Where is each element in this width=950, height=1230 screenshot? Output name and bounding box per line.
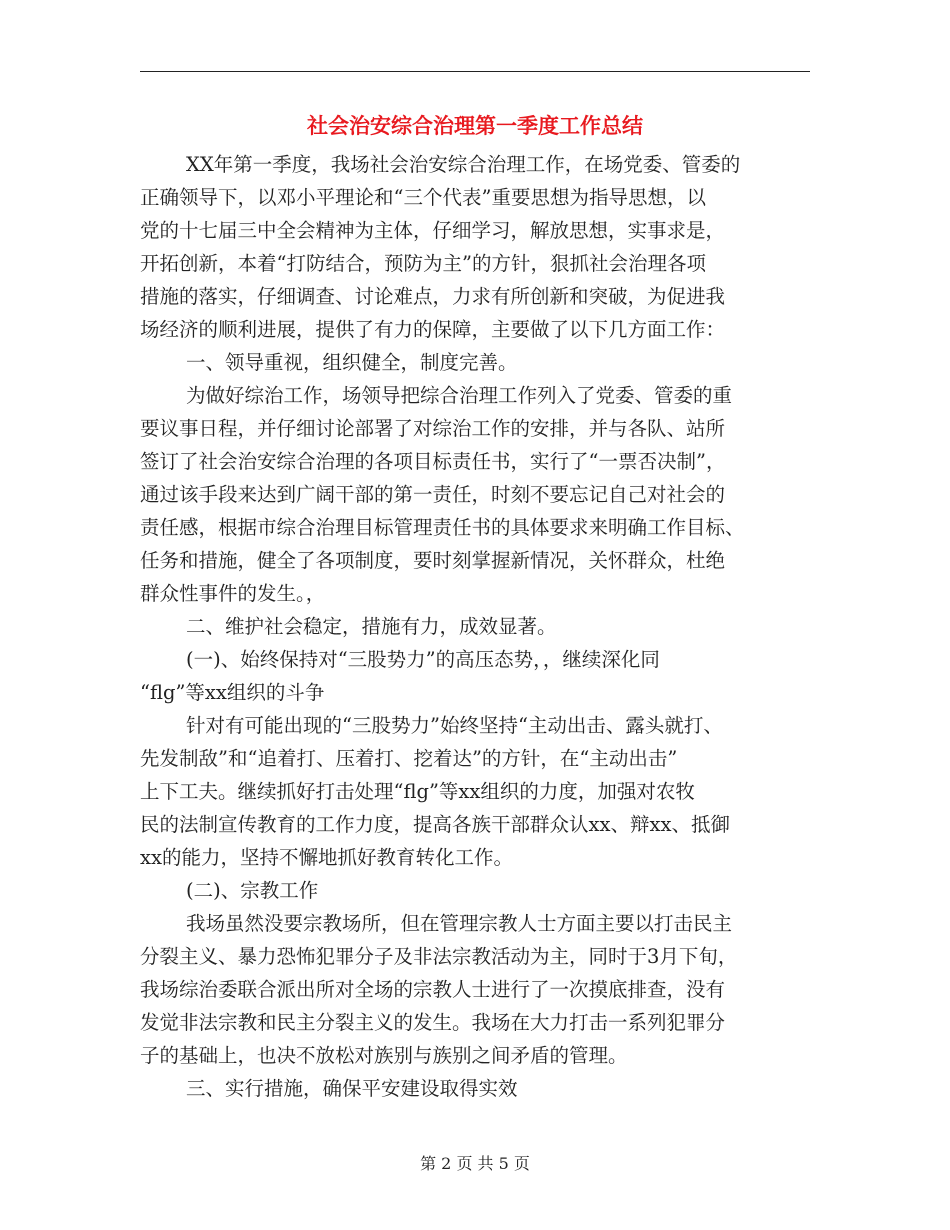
subsection-heading: “flg”等xx组织的斗争 xyxy=(140,681,325,704)
section-heading: 二、维护社会稳定，措施有力，成效显著。 xyxy=(186,615,557,638)
paragraph-line: 民的法制宣传教育的工作力度，提高各族干部群众认xx、辩xx、抵御 xyxy=(140,813,730,836)
page-number: 第 2 页 共 5 页 xyxy=(420,1154,530,1173)
paragraph-line: 通过该手段来达到广阔干部的第一责任，时刻不要忘记自己对社会的 xyxy=(140,483,726,506)
section-heading: 三、实行措施，确保平安建设取得实效 xyxy=(186,1077,518,1100)
document-title: 社会治安综合治理第一季度工作总结 xyxy=(307,113,643,138)
paragraph-line: 为做好综治工作，场领导把综合治理工作列入了党委、管委的重 xyxy=(186,384,733,407)
paragraph-line: 子的基础上，也决不放松对族别与族别之间矛盾的管理。 xyxy=(140,1044,628,1067)
paragraph-line: 责任感，根据市综合治理目标管理责任书的具体要求来明确工作目标、 xyxy=(140,516,745,539)
paragraph-line: 要议事日程，并仔细讨论部署了对综治工作的安排，并与各队、站所 xyxy=(140,417,726,440)
paragraph-line: 群众性事件的发生。， xyxy=(140,582,326,605)
document-body xyxy=(140,148,810,1105)
paragraph-line: 党的十七届三中全会精神为主体，仔细学习，解放思想，实事求是， xyxy=(140,219,726,242)
paragraph-line: 签订了社会治安综合治理的各项目标责任书，实行了“一票否决制”， xyxy=(140,450,726,473)
section-heading: 一、领导重视，组织健全，制度完善。 xyxy=(186,351,518,374)
paragraph-line: 先发制敌”和“追着打、压着打、挖着达”的方针，在“主动出击” xyxy=(140,747,678,770)
paragraph-line: XX年第一季度，我场社会治安综合治理工作，在场党委、管委的 xyxy=(186,153,741,176)
paragraph-line: 发觉非法宗教和民主分裂主义的发生。我场在大力打击一系列犯罪分 xyxy=(140,1011,726,1034)
paragraph-line: 分裂主义、暴力恐怖犯罪分子及非法宗教活动为主，同时于3月下旬， xyxy=(140,945,738,968)
header-rule xyxy=(140,71,810,72)
paragraph-line: 上下工夫。继续抓好打击处理“flg”等xx组织的力度，加强对农牧 xyxy=(140,780,695,803)
subsection-heading: (一)、始终保持对“三股势力”的高压态势，，继续深化同 xyxy=(186,648,660,671)
paragraph-line: 场经济的顺利进展，提供了有力的保障，主要做了以下几方面工作： xyxy=(140,318,726,341)
paragraph-line: 正确领导下，以邓小平理论和“三个代表”重要思想为指导思想，以 xyxy=(140,186,706,209)
paragraph-line: 开拓创新，本着“打防结合，预防为主”的方针，狠抓社会治理各项 xyxy=(140,252,706,275)
paragraph-line: 针对有可能出现的“三股势力”始终坚持“主动出击、露头就打、 xyxy=(186,714,723,737)
subsection-heading: (二)、宗教工作 xyxy=(186,879,319,902)
paragraph-line: 任务和措施，健全了各项制度，要时刻掌握新情况，关怀群众，杜绝 xyxy=(140,549,726,572)
paragraph-line: 措施的落实，仔细调查、讨论难点，力求有所创新和突破，为促进我 xyxy=(140,285,726,308)
paragraph-line: xx的能力，坚持不懈地抓好教育转化工作。 xyxy=(140,846,513,869)
paragraph-line: 我场综治委联合派出所对全场的宗教人士进行了一次摸底排查，没有 xyxy=(140,978,726,1001)
paragraph-line: 我场虽然没要宗教场所，但在管理宗教人士方面主要以打击民主 xyxy=(186,912,733,935)
